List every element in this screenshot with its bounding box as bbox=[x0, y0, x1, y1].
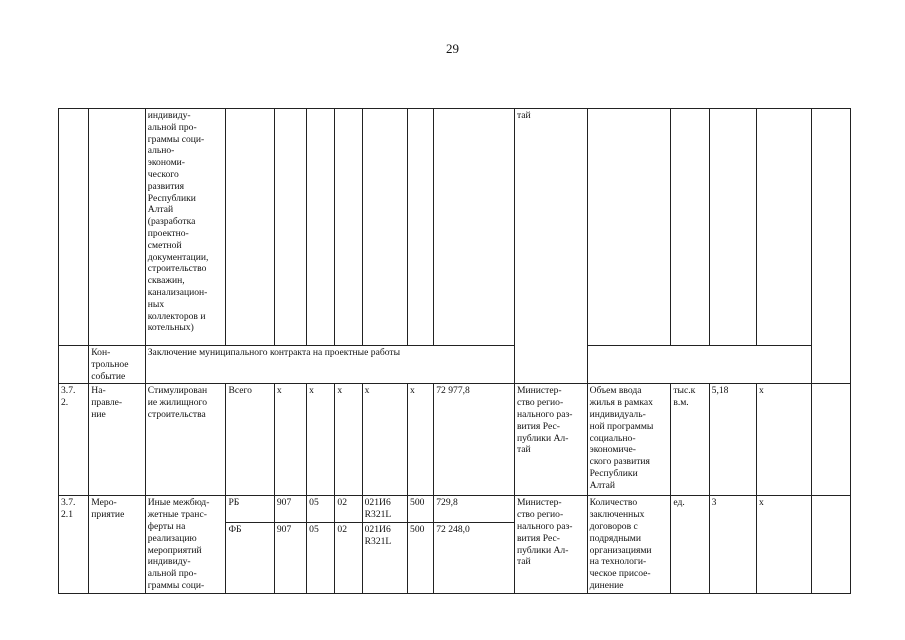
source-cell: Всего bbox=[226, 384, 274, 496]
row-type-cell: Меро- приятие bbox=[89, 496, 145, 594]
control-event-cell: Заключение муниципального контракта на проектные работы bbox=[145, 346, 514, 384]
executor-cell: Министер- ство регио- нального раз- вития Рес- публики Ал- тай bbox=[514, 384, 587, 496]
page-number: 29 bbox=[446, 41, 459, 56]
row-type-cell: На- правле- ние bbox=[89, 384, 145, 496]
table-row: 3.7. 2. На- правле- ние Стимулирован ие жилищного строительства Всего х х х х х 72 977,8 Министер- ство регио- нального раз- вития Рес- публики Ал- тай Объем ввода жилья в рамках индивидуаль- ной программы социально- экономиче- ского развития Республики Алтай тыс.к в.м. 5,18 х bbox=[59, 384, 851, 496]
executor-cell: Министер- ство регио- нального раз- вития Рес- публики Ал- тай bbox=[514, 496, 587, 594]
event-description-cell: Иные межбюд- жетные транс- ферты на реализацию мероприятий индивиду- альной про- граммы соци- bbox=[145, 496, 226, 594]
indicator-cell: Объем ввода жилья в рамках индивидуаль- ной программы социально- экономиче- ского развития Республики Алтай bbox=[587, 384, 671, 496]
table-row bbox=[59, 346, 851, 384]
table-row: 3.7. 2.1 Меро- приятие Иные межбюд- жетные транс- ферты на реализацию мероприятий индивиду- альной про- граммы соци- РБ 907 05 02 021И6 R321L 500 729,8 Министер- ство регио- нального раз- вития Рес- публики Ал- тай Количество заключенных договоров с подрядными организациями на технологи- ческое присое- динение ед. 3 х bbox=[59, 496, 851, 523]
unit-cell: тыс.к в.м. bbox=[671, 384, 709, 496]
value-cell: 3 bbox=[709, 496, 756, 594]
amount-cell: 72 248,0 bbox=[434, 522, 515, 593]
row-number-cell: 3.7. 2. bbox=[59, 384, 89, 496]
row-number-cell: 3.7. 2.1 bbox=[59, 496, 89, 594]
event-description-cell: индивиду- альной про- граммы соци- ально- экономи- ческого развития Республики Алтай (разработка проектно- сметной документации, строительство скважин, канализацион- ных коллекторов и котельных) bbox=[145, 109, 226, 346]
program-table bbox=[58, 108, 851, 594]
row-type-cell: Кон- трольное событие bbox=[89, 346, 145, 384]
source-cell: РБ bbox=[226, 496, 274, 523]
indicator-cell: Количество заключенных договоров с подрядными организациями на технологи- ческое присое- динение bbox=[587, 496, 671, 594]
amount-cell: 729,8 bbox=[434, 496, 515, 523]
amount-cell: 72 977,8 bbox=[434, 384, 515, 496]
table-row: ФБ 907 05 02 021И6 R321L 500 72 248,0 bbox=[59, 522, 851, 593]
unit-cell: ед. bbox=[671, 496, 709, 594]
table-row bbox=[59, 109, 851, 346]
executor-cell: тай bbox=[514, 109, 587, 384]
value-cell: 5,18 bbox=[709, 384, 756, 496]
event-description-cell: Стимулирован ие жилищного строительства bbox=[145, 384, 226, 496]
source-cell: ФБ bbox=[226, 522, 274, 593]
